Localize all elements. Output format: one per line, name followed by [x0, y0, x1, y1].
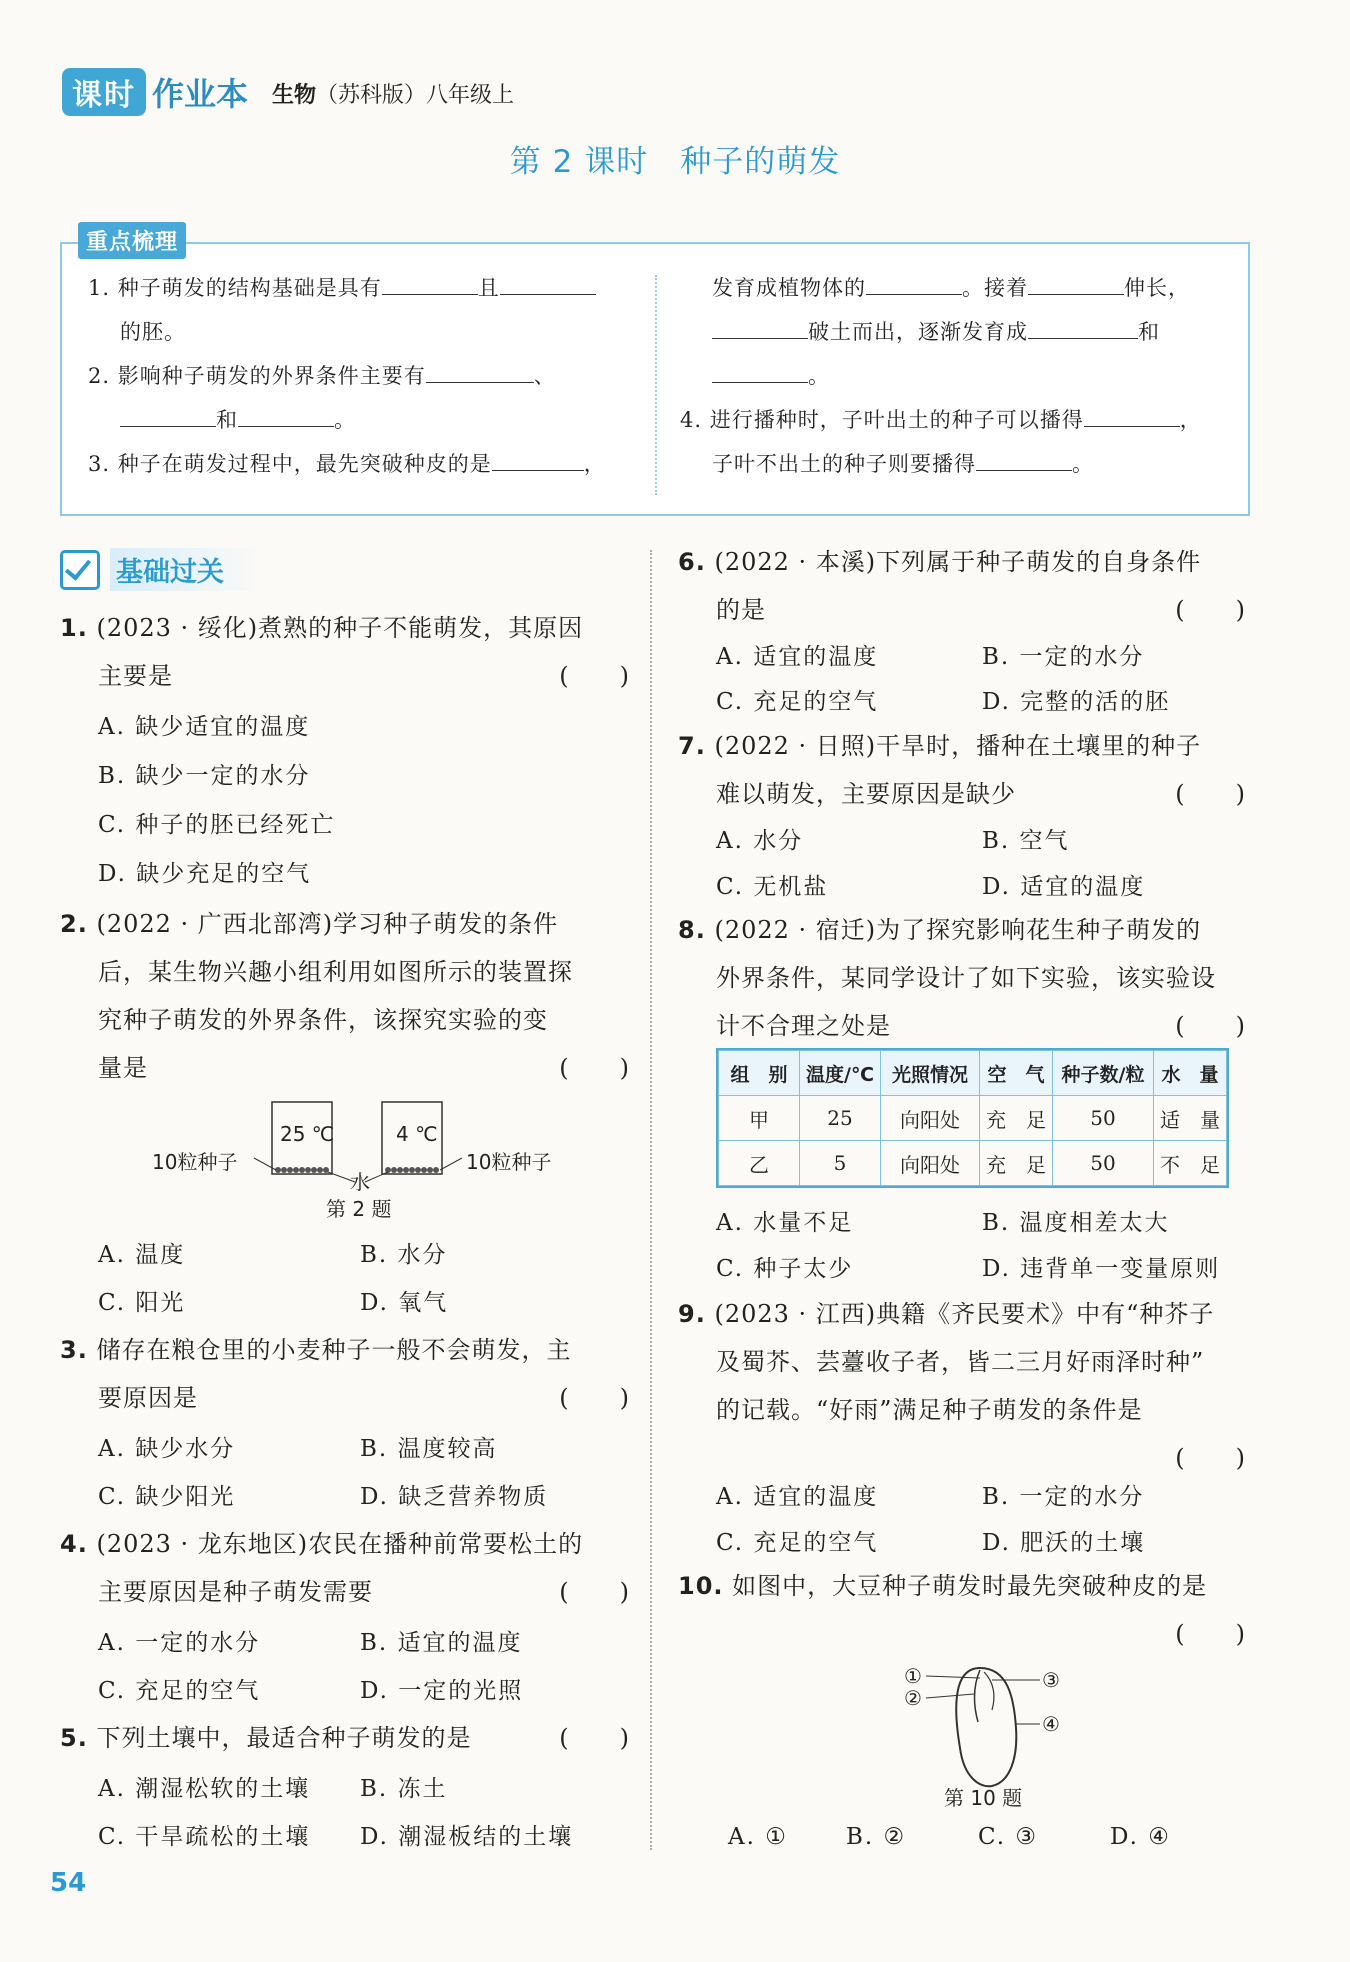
kp-line: 和 。 [88, 398, 606, 442]
key-points-left [88, 266, 606, 486]
option: A. 一定的水分 [98, 1630, 261, 1656]
option: A. 缺少适宜的温度 [98, 714, 311, 740]
question-text: 计不合理之处是 [716, 1012, 891, 1040]
table-header: 空 气 [980, 1051, 1053, 1096]
question-number: 8. [678, 916, 706, 944]
answer-paren: ( ) [1175, 780, 1246, 808]
question-number: 2. [60, 910, 88, 938]
section-heading [60, 548, 264, 591]
logo-text: 作业本 [152, 75, 249, 113]
kp-line: 发育成植物体的 。接着 伸长， [680, 266, 1202, 310]
option: D. 完整的活的胚 [982, 689, 1171, 715]
question-7 [678, 722, 1246, 818]
label-4: ④ [1042, 1712, 1060, 1736]
option: C. ③ [978, 1824, 1039, 1850]
answer-paren: ( ) [559, 1054, 630, 1082]
table-cell: 乙 [719, 1141, 800, 1186]
checkbox-icon [60, 550, 100, 590]
answer-paren: ( ) [559, 1724, 630, 1752]
left-temp: 25 ℃ [280, 1122, 335, 1146]
question-text: 主要是 [98, 662, 173, 690]
option: D. 违背单一变量原则 [982, 1256, 1221, 1282]
answer-paren: ( ) [559, 1384, 630, 1412]
question-text: (2023 · 龙东地区)农民在播种前常要松土的 [96, 1530, 584, 1558]
option: D. 一定的光照 [360, 1678, 524, 1704]
right-temp: 4 ℃ [396, 1122, 438, 1146]
option: D. 氧气 [360, 1290, 449, 1316]
right-seed-label: 10粒种子 [466, 1150, 552, 1174]
question-text: 外界条件，某同学设计了如下实验，该实验设 [716, 964, 1216, 992]
question-text: 量是 [98, 1054, 148, 1082]
option: A. 缺少水分 [98, 1436, 236, 1462]
option: B. 适宜的温度 [360, 1630, 523, 1656]
experiment-table [716, 1048, 1229, 1188]
option: C. 充足的空气 [716, 1530, 879, 1556]
question-text: 如图中，大豆种子萌发时最先突破种皮的是 [732, 1572, 1208, 1600]
table-cell: 50 [1053, 1141, 1154, 1186]
question-number: 6. [678, 548, 706, 576]
option: A. 水分 [716, 828, 804, 854]
seeds-left [275, 1167, 329, 1173]
question-text: (2022 · 本溪)下列属于种子萌发的自身条件 [714, 548, 1202, 576]
kp-line: 子叶不出土的种子则要播得 。 [680, 442, 1202, 486]
table-cell: 25 [800, 1096, 881, 1141]
table-header: 光照情况 [881, 1051, 980, 1096]
kp-line: 2. 影响种子萌发的外界条件主要有 、 [88, 354, 606, 398]
question-number: 1. [60, 614, 88, 642]
question-number: 7. [678, 732, 706, 760]
question-text: (2022 · 广西北部湾)学习种子萌发的条件 [96, 910, 559, 938]
question-text: (2022 · 宿迁)为了探究影响花生种子萌发的 [714, 916, 1202, 944]
left-seed-label: 10粒种子 [152, 1150, 238, 1174]
table-cell: 50 [1053, 1096, 1154, 1141]
answer-paren: ( ) [1175, 1620, 1246, 1648]
label-3: ③ [1042, 1668, 1060, 1692]
question-1 [60, 604, 630, 700]
table-row [719, 1141, 1227, 1186]
question-text: 后，某生物兴趣小组利用如图所示的装置探 [98, 958, 573, 986]
table-header-row [719, 1051, 1227, 1096]
option: C. 缺少阳光 [98, 1484, 236, 1510]
option: A. 潮湿松软的土壤 [98, 1776, 311, 1802]
option: D. 肥沃的土壤 [982, 1530, 1146, 1556]
question-number: 5. [60, 1724, 88, 1752]
question-number: 9. [678, 1300, 706, 1328]
option: B. 冻土 [360, 1776, 448, 1802]
label-2: ② [904, 1686, 922, 1710]
option: B. 温度较高 [360, 1436, 498, 1462]
kp-line: 4. 进行播种时，子叶出土的种子可以播得 ， [680, 398, 1202, 442]
table-cell: 充 足 [980, 1096, 1053, 1141]
answer-paren: ( ) [559, 662, 630, 690]
option: B. 空气 [982, 828, 1070, 854]
figure-caption: 第 2 题 [326, 1197, 392, 1221]
option: D. ④ [1110, 1824, 1171, 1850]
option: C. 种子的胚已经死亡 [98, 812, 336, 838]
table-header: 温度/℃ [800, 1051, 881, 1096]
option: C. 无机盐 [716, 874, 829, 900]
option: B. 缺少一定的水分 [98, 763, 311, 789]
option: C. 阳光 [98, 1290, 186, 1316]
series-logo [62, 70, 248, 114]
edition: （苏科版）八年级上 [316, 83, 515, 108]
lesson-title: 第 2 课时 种子的萌发 [509, 144, 841, 180]
option: A. 适宜的温度 [716, 644, 879, 670]
column-divider [650, 550, 652, 1850]
table-cell: 不 足 [1154, 1141, 1227, 1186]
question-text: 要原因是 [98, 1384, 198, 1412]
option: B. 水分 [360, 1242, 448, 1268]
question-2 [60, 900, 630, 1092]
section-title: 基础过关 [110, 548, 264, 591]
option: D. 缺少充足的空气 [98, 861, 312, 887]
question-text: 主要原因是种子萌发需要 [98, 1578, 373, 1606]
question-number: 3. [60, 1336, 88, 1364]
question-4 [60, 1520, 630, 1616]
table-cell: 适 量 [1154, 1096, 1227, 1141]
table-cell: 5 [800, 1141, 881, 1186]
seeds-right [385, 1167, 439, 1173]
table-cell: 向阳处 [881, 1141, 980, 1186]
answer-paren: ( ) [559, 1578, 630, 1606]
option: C. 充足的空气 [98, 1678, 261, 1704]
label-1: ① [904, 1664, 922, 1688]
key-points-divider [655, 275, 657, 495]
table-header: 组 别 [719, 1051, 800, 1096]
question-text: (2022 · 日照)干旱时，播种在土壤里的种子 [714, 732, 1202, 760]
option: C. 干旱疏松的土壤 [98, 1824, 311, 1850]
question-6 [678, 538, 1246, 634]
table-cell: 向阳处 [881, 1096, 980, 1141]
figure-caption: 第 10 题 [944, 1786, 1023, 1810]
answer-paren: ( ) [1175, 596, 1246, 624]
table-cell: 充 足 [980, 1141, 1053, 1186]
option: C. 充足的空气 [716, 689, 879, 715]
subject-name: 生物 [272, 83, 317, 108]
option: B. 一定的水分 [982, 644, 1145, 670]
question-3 [60, 1326, 630, 1422]
kp-line: 。 [680, 354, 1202, 398]
kp-line: 破土而出，逐渐发育成 和 [680, 310, 1202, 354]
option: D. 适宜的温度 [982, 874, 1146, 900]
answer-paren: ( ) [1175, 1444, 1246, 1472]
option: A. 适宜的温度 [716, 1484, 879, 1510]
kp-line: 1. 种子萌发的结构基础是具有 且 [88, 266, 606, 310]
subject-line [272, 78, 514, 109]
question-number: 10. [678, 1572, 724, 1600]
option: C. 种子太少 [716, 1256, 854, 1282]
option: B. 温度相差太大 [982, 1210, 1170, 1236]
option: B. ② [846, 1824, 907, 1850]
key-points-label: 重点梳理 [78, 222, 186, 259]
table-header: 种子数/粒 [1053, 1051, 1154, 1096]
question-text: 储存在粮仓里的小麦种子一般不会萌发，主 [96, 1336, 572, 1364]
question-10 [678, 1562, 1246, 1656]
kp-line: 的胚。 [120, 320, 186, 344]
answer-paren: ( ) [1175, 1012, 1246, 1040]
logo-mark: 课时 [62, 68, 146, 116]
table-header: 水 量 [1154, 1051, 1227, 1096]
question-text: (2023 · 江西)典籍《齐民要术》中有“种芥子 [714, 1300, 1215, 1328]
kp-line: 3. 种子在萌发过程中，最先突破种皮的是 ， [88, 442, 606, 486]
question-text: 难以萌发，主要原因是缺少 [716, 780, 1016, 808]
key-points-right [680, 266, 1202, 486]
page-number: 54 [50, 1868, 87, 1898]
question-text: (2023 · 绥化)煮熟的种子不能萌发，其原因 [96, 614, 584, 642]
question-text: 究种子萌发的外界条件，该探究实验的变 [98, 1006, 548, 1034]
question-number: 4. [60, 1530, 88, 1558]
table-cell: 甲 [719, 1096, 800, 1141]
water-label: 水 [350, 1170, 370, 1194]
option: D. 缺乏营养物质 [360, 1484, 549, 1510]
question-text: 的记载。“好雨”满足种子萌发的条件是 [716, 1396, 1143, 1424]
option: B. 一定的水分 [982, 1484, 1145, 1510]
question-text: 的是 [716, 596, 766, 624]
question-9 [678, 1290, 1246, 1480]
option: A. ① [728, 1824, 788, 1850]
question-5 [60, 1714, 630, 1762]
question-8 [678, 906, 1246, 1050]
option: A. 水量不足 [716, 1210, 854, 1236]
option: D. 潮湿板结的土壤 [360, 1824, 574, 1850]
table-row [719, 1096, 1227, 1141]
question-text: 下列土壤中，最适合种子萌发的是 [96, 1724, 472, 1752]
option: A. 温度 [98, 1242, 186, 1268]
question-text: 及蜀芥、芸薹收子者，皆二三月好雨泽时种” [716, 1348, 1205, 1376]
